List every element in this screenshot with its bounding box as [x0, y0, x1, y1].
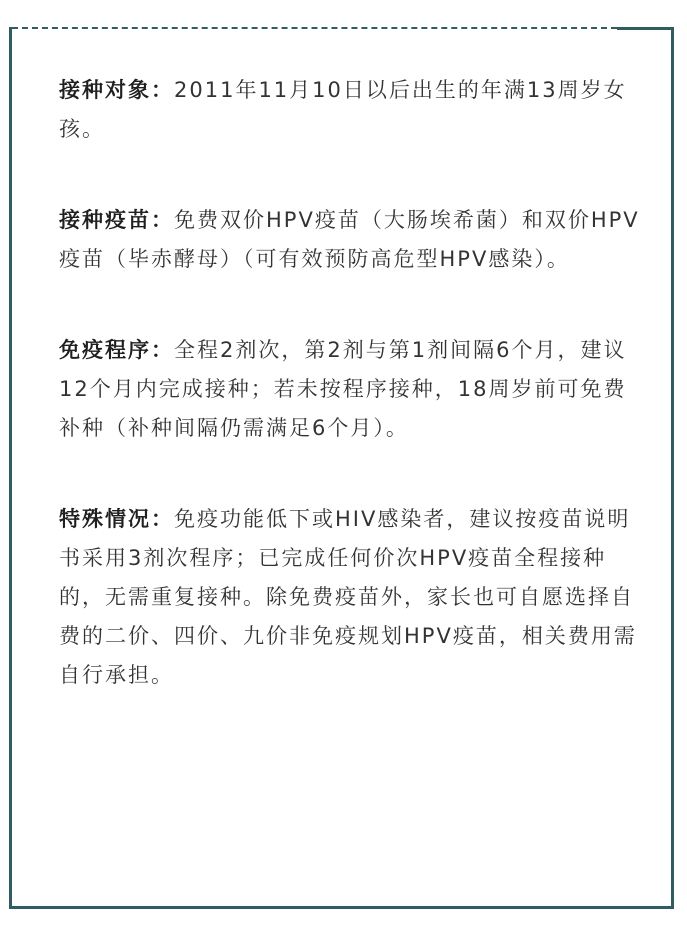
info-card: [9, 27, 674, 909]
section-target-group: [59, 71, 644, 149]
section-label: 接种疫苗：: [59, 208, 174, 232]
dashed-divider: [12, 27, 617, 29]
section-special-cases: [59, 500, 644, 695]
section-text: 2011年11月10日以后出生的年满13周岁女孩。: [59, 78, 627, 141]
section-label: 特殊情况：: [59, 507, 174, 531]
section-text: 免疫功能低下或HIV感染者，建议按疫苗说明书采用3剂次程序；已完成任何价次HPV疫苗全程接种的，无需重复接种。除免费疫苗外，家长也可自愿选择自费的二价、四价、九价非免疫规划HPV疫苗，相关费用需自行承担。: [59, 507, 637, 687]
section-text: 全程2剂次，第2剂与第1剂间隔6个月，建议12个月内完成接种；若未按程序接种，18周岁前可免费补种（补种间隔仍需满足6个月）。: [59, 338, 627, 440]
section-label: 免疫程序：: [59, 338, 174, 362]
border-corner-accent: [617, 27, 671, 30]
card-content: [59, 71, 644, 695]
section-schedule: [59, 331, 644, 448]
section-text: 免费双价HPV疫苗（大肠埃希菌）和双价HPV疫苗（毕赤酵母）（可有效预防高危型HPV感染）。: [59, 208, 640, 271]
section-label: 接种对象：: [59, 78, 174, 102]
card-top-border: [12, 27, 671, 30]
section-vaccine: [59, 201, 644, 279]
